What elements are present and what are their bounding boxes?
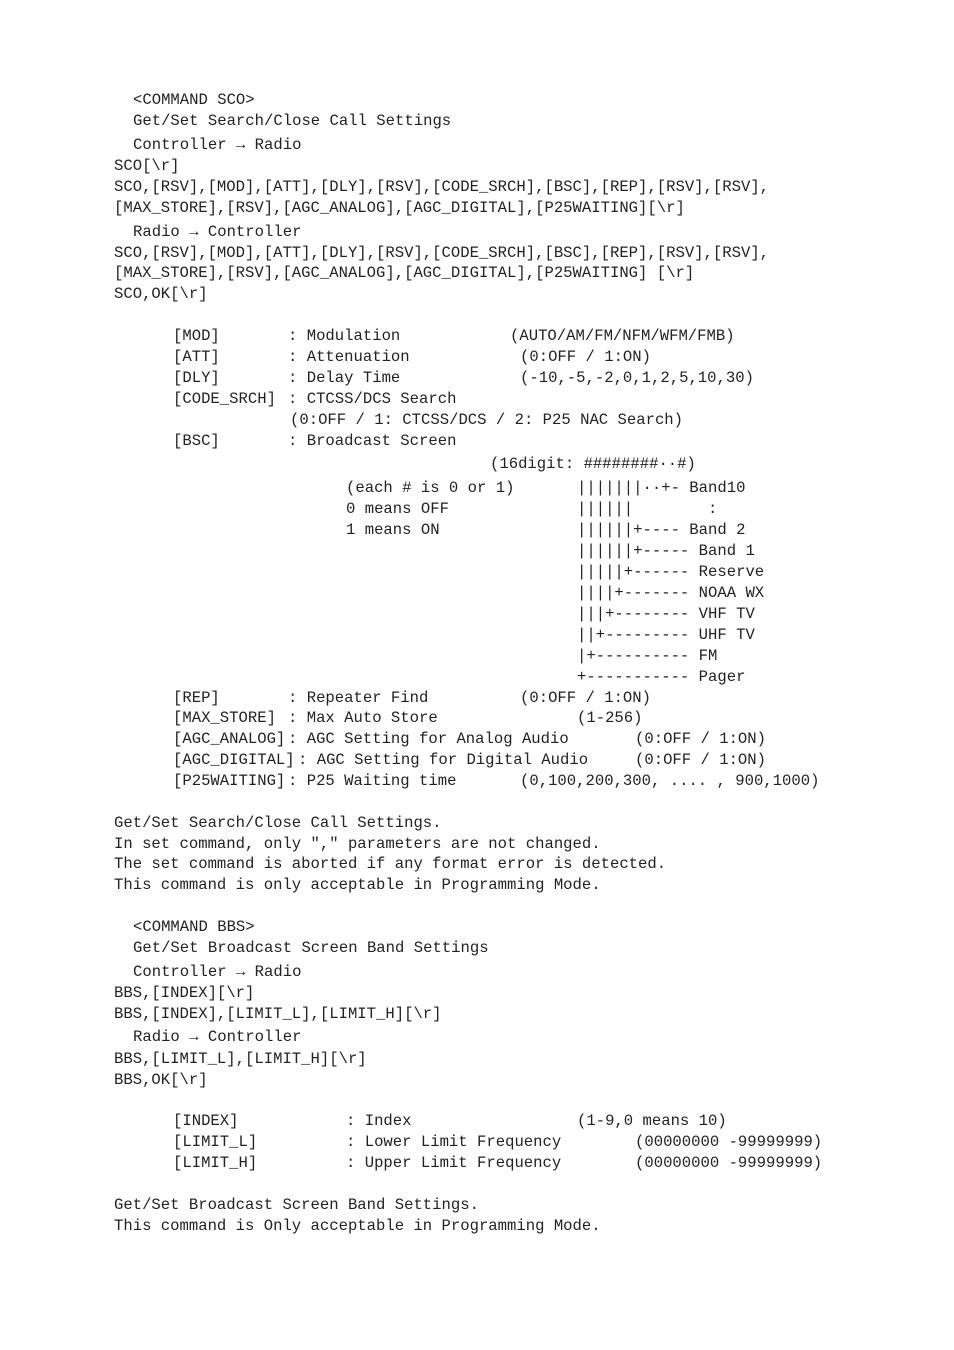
bbs-subtitle: Get/Set Broadcast Screen Band Settings <box>133 939 489 957</box>
bbs-response-line1: BBS,[LIMIT_L],[LIMIT_H][\r] <box>114 1050 367 1068</box>
bsc-note-each-digit: (each # is 0 or 1) <box>346 479 515 497</box>
sco-response-ok: SCO,OK[\r] <box>114 285 208 303</box>
param-code-srch-desc: : CTCSS/DCS Search <box>288 390 457 408</box>
sco-direction-to-radio: Controller → Radio <box>133 136 302 154</box>
param-dly-desc: : Delay Time <box>288 369 401 387</box>
sco-subtitle: Get/Set Search/Close Call Settings <box>133 112 452 130</box>
param-index-range: (1-9,0 means 10) <box>577 1112 727 1130</box>
sco-note-4: This command is only acceptable in Programming Mode. <box>114 876 601 894</box>
param-max-store-desc: : Max Auto Store <box>288 709 438 727</box>
param-p25waiting-desc: : P25 Waiting time <box>288 772 457 790</box>
sco-heading: <COMMAND SCO> <box>133 91 255 109</box>
param-dly-range: (-10,-5,-2,0,1,2,5,10,30) <box>520 369 754 387</box>
sco-response-line2: [MAX_STORE],[RSV],[AGC_ANALOG],[AGC_DIGITAL],[P25WAITING] [\r] <box>114 264 695 282</box>
bsc-diagram-fm: |+---------- FM <box>577 647 718 665</box>
param-index-name: [INDEX] <box>173 1112 239 1130</box>
param-att-name: [ATT] <box>173 348 220 366</box>
param-code-srch-name: [CODE_SRCH] <box>173 390 276 408</box>
param-rep-name: [REP] <box>173 689 220 707</box>
bsc-diagram-reserve: |||||+------ Reserve <box>577 563 765 581</box>
bbs-response-ok: BBS,OK[\r] <box>114 1071 208 1089</box>
param-limit-l-name: [LIMIT_L] <box>173 1133 258 1151</box>
bsc-diagram-band1: ||||||+----- Band 1 <box>577 542 755 560</box>
param-mod-range: (AUTO/AM/FM/NFM/WFM/FMB) <box>510 327 735 345</box>
param-limit-h-name: [LIMIT_H] <box>173 1154 258 1172</box>
bsc-note-on: 1 means ON <box>346 521 440 539</box>
bsc-diagram-noaa-wx: ||||+------- NOAA WX <box>577 584 765 602</box>
param-mod-desc: : Modulation <box>288 327 401 345</box>
sco-set-command-line2: [MAX_STORE],[RSV],[AGC_ANALOG],[AGC_DIGITAL],[P25WAITING][\r] <box>114 199 685 217</box>
param-bsc-desc: : Broadcast Screen <box>288 432 457 450</box>
bbs-direction-to-radio: Controller → Radio <box>133 963 302 981</box>
param-bsc-range: (16digit: ########··#) <box>490 455 696 473</box>
param-bsc-name: [BSC] <box>173 432 220 450</box>
sco-note-3: The set command is aborted if any format error is detected. <box>114 855 667 873</box>
sco-note-2: In set command, only "," parameters are not changed. <box>114 835 601 853</box>
sco-direction-to-controller: Radio → Controller <box>133 223 302 241</box>
bbs-note-1: Get/Set Broadcast Screen Band Settings. <box>114 1196 479 1214</box>
bsc-diagram-pager: +----------- Pager <box>577 668 746 686</box>
bsc-note-off: 0 means OFF <box>346 500 449 518</box>
sco-note-1: Get/Set Search/Close Call Settings. <box>114 814 442 832</box>
bsc-diagram-band2: ||||||+---- Band 2 <box>577 521 746 539</box>
param-agc-analog-range: (0:OFF / 1:ON) <box>635 730 767 748</box>
param-index-desc: : Index <box>346 1112 412 1130</box>
bbs-note-2: This command is Only acceptable in Programming Mode. <box>114 1217 601 1235</box>
param-rep-desc: : Repeater Find <box>288 689 429 707</box>
param-agc-digital-desc: : AGC Setting for Digital Audio <box>298 751 589 769</box>
param-mod-name: [MOD] <box>173 327 220 345</box>
param-p25waiting-name: [P25WAITING] <box>173 772 286 790</box>
param-code-srch-range: (0:OFF / 1: CTCSS/DCS / 2: P25 NAC Search) <box>290 411 684 429</box>
sco-response-line1: SCO,[RSV],[MOD],[ATT],[DLY],[RSV],[CODE_SRCH],[BSC],[REP],[RSV],[RSV], <box>114 244 770 262</box>
param-p25waiting-range: (0,100,200,300, .... , 900,1000) <box>520 772 820 790</box>
param-dly-name: [DLY] <box>173 369 220 387</box>
param-limit-l-desc: : Lower Limit Frequency <box>346 1133 562 1151</box>
param-agc-digital-range: (0:OFF / 1:ON) <box>635 751 767 769</box>
param-rep-range: (0:OFF / 1:ON) <box>520 689 652 707</box>
bbs-direction-to-controller: Radio → Controller <box>133 1028 302 1046</box>
param-agc-digital-name: [AGC_DIGITAL] <box>173 751 295 769</box>
sco-set-command-line1: SCO,[RSV],[MOD],[ATT],[DLY],[RSV],[CODE_SRCH],[BSC],[REP],[RSV],[RSV], <box>114 178 770 196</box>
bsc-diagram-band10: |||||||··+- Band10 <box>577 479 746 497</box>
sco-get-command: SCO[\r] <box>114 157 180 175</box>
param-agc-analog-name: [AGC_ANALOG] <box>173 730 286 748</box>
bbs-heading: <COMMAND BBS> <box>133 918 255 936</box>
bsc-diagram-ellipsis: |||||| : <box>577 500 718 518</box>
bsc-diagram-vhf-tv: |||+-------- VHF TV <box>577 605 755 623</box>
param-limit-h-desc: : Upper Limit Frequency <box>346 1154 562 1172</box>
param-agc-analog-desc: : AGC Setting for Analog Audio <box>288 730 569 748</box>
param-max-store-range: (1-256) <box>577 709 643 727</box>
param-max-store-name: [MAX_STORE] <box>173 709 276 727</box>
param-limit-h-range: (00000000 -99999999) <box>635 1154 823 1172</box>
bbs-get-command: BBS,[INDEX][\r] <box>114 984 255 1002</box>
param-att-range: (0:OFF / 1:ON) <box>520 348 652 366</box>
param-att-desc: : Attenuation <box>288 348 410 366</box>
bbs-set-command: BBS,[INDEX],[LIMIT_L],[LIMIT_H][\r] <box>114 1005 442 1023</box>
param-limit-l-range: (00000000 -99999999) <box>635 1133 823 1151</box>
bsc-diagram-uhf-tv: ||+--------- UHF TV <box>577 626 755 644</box>
